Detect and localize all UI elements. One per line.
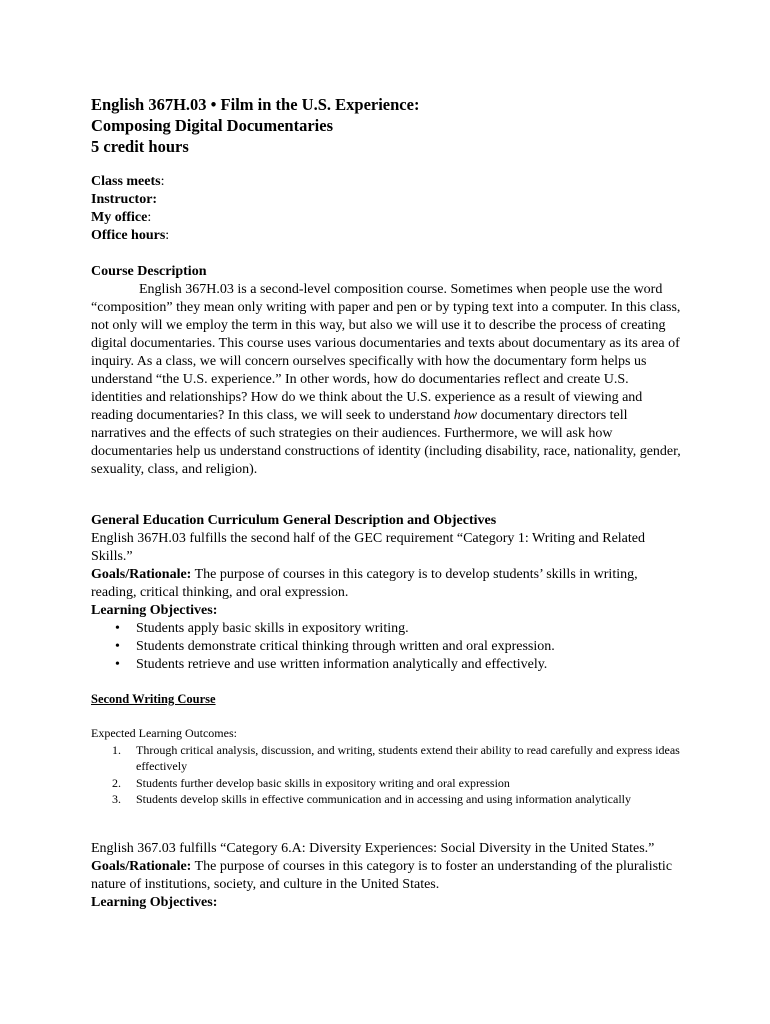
course-description-paragraph: English 367H.03 is a second-level composition course. Sometimes when people use the word “composition” they mean only writing with paper and pen or by typing text into a computer. In this class, not only will we employ the term in this way, but also we will use it to describe the process of creating digital documentaries. This course uses various documentaries and texts about documentary as its area of inquiry. As a class, we will concern ourselves specifically with how the documentary form helps us understand “the U.S. experience.” In other words, how do documentaries reflect and create U.S. identities and relationships? How do we think about the U.S. experience as a result of viewing and reading documentaries? In this class, we will seek to understand how documentary directors tell narratives and the effects of such strategies on their audiences. Furthermore, we will ask how documentaries help us understand constructions of identity (including disability, race, nationality, gender, sexuality, class, and religion). bbox=[91, 282, 681, 477]
document-title bbox=[91, 94, 419, 157]
gec-objectives-list bbox=[91, 620, 681, 674]
list-item: • Students demonstrate critical thinking through written and oral expression. bbox=[115, 639, 555, 654]
course-subtitle-line: Composing Digital Documentaries bbox=[91, 116, 333, 135]
diversity-intro: English 367.03 fulfills “Category 6.A: Diversity Experiences: Social Diversity in the United States.” bbox=[91, 841, 655, 856]
outcomes-list bbox=[91, 742, 681, 808]
info-instructor: Instructor: bbox=[91, 192, 158, 207]
diversity-goals: Goals/Rationale: The purpose of courses in this category is to foster an understanding of the pluralistic nature of institutions, society, and culture in the United States. bbox=[91, 859, 673, 892]
course-title-line: English 367H.03 • Film in the U.S. Experience: bbox=[91, 95, 420, 114]
course-info-block bbox=[91, 173, 169, 245]
gec-objectives-label: Learning Objectives: bbox=[91, 603, 218, 618]
list-item: 1. Through critical analysis, discussion, and writing, students extend their ability to read carefully and express ideas effectively bbox=[112, 742, 680, 773]
gec-heading: General Education Curriculum General Description and Objectives bbox=[91, 513, 497, 528]
course-description-section bbox=[91, 263, 681, 479]
list-item: • Students apply basic skills in expository writing. bbox=[115, 621, 409, 636]
second-writing-section bbox=[91, 690, 681, 808]
outcomes-label: Expected Learning Outcomes: bbox=[91, 726, 237, 740]
list-item: • Students retrieve and use written information analytically and effectively. bbox=[115, 657, 548, 672]
gec-goals: Goals/Rationale: The purpose of courses in this category is to develop students’ skills in writing, reading, critical thinking, and oral expression. bbox=[91, 567, 638, 600]
list-item: 2. Students further develop basic skills in expository writing and oral expression bbox=[112, 775, 510, 790]
gec-intro: English 367H.03 fulfills the second half of the GEC requirement “Category 1: Writing and Related Skills.” bbox=[91, 531, 645, 564]
info-class-meets: Class meets: bbox=[91, 174, 165, 189]
diversity-section bbox=[91, 840, 681, 912]
gec-section bbox=[91, 512, 681, 674]
info-my-office: My office: bbox=[91, 210, 152, 225]
diversity-objectives-label: Learning Objectives: bbox=[91, 895, 218, 910]
second-writing-heading: Second Writing Course bbox=[91, 692, 216, 706]
list-item: 3. Students develop skills in effective communication and in accessing and using information analytically bbox=[112, 792, 631, 806]
info-office-hours: Office hours: bbox=[91, 228, 170, 243]
course-description-heading: Course Description bbox=[91, 264, 207, 279]
credit-hours-line: 5 credit hours bbox=[91, 137, 189, 156]
